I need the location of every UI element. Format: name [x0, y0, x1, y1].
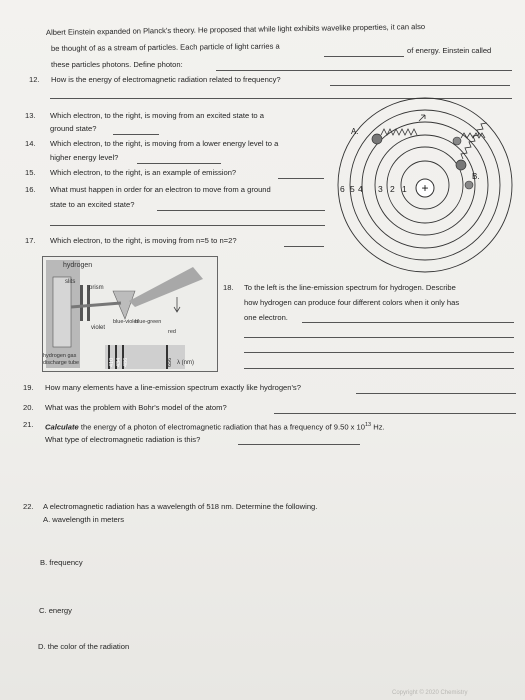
q20-number: 20.	[23, 403, 34, 412]
q19-text: How many elements have a line-emission spectrum exactly like hydrogen's?	[45, 383, 301, 392]
answer-line-q16b[interactable]	[50, 225, 325, 226]
spectrum-diagram	[43, 257, 217, 371]
discharge-tube	[53, 277, 71, 347]
intro-line-2b: of energy. Einstein called	[407, 46, 492, 55]
q12-text: How is the energy of electromagnetic radiation related to frequency?	[51, 75, 281, 84]
q13-number: 13.	[25, 111, 36, 120]
copyright-footer: Copyright © 2020 Chemistry	[392, 690, 468, 696]
wavelength-434: 434	[116, 357, 122, 367]
intro-line-1: Albert Einstein expanded on Planck's theory. He proposed that while light exhibits wavelike properties, it can also	[45, 22, 426, 37]
photon-wave-a	[381, 129, 417, 135]
tube-label-1: hydrogen gas	[43, 353, 77, 359]
answer-line-q14[interactable]	[137, 163, 221, 164]
spectrum-title: hydrogen	[63, 262, 93, 269]
q22-part-a: A. wavelength in meters	[43, 515, 125, 524]
q21-exponent: 13	[365, 422, 372, 428]
q17-number: 17.	[25, 236, 36, 245]
wavelength-410: 410	[109, 357, 115, 367]
q22-part-d: D. the color of the radiation	[38, 642, 130, 651]
electron-c	[453, 137, 461, 145]
answer-line-q18b[interactable]	[244, 337, 514, 338]
q22-part-c: C. energy	[39, 606, 72, 615]
q18-line-3: one electron.	[244, 313, 288, 322]
q12-number: 12.	[29, 75, 40, 84]
q14-line-2: higher energy level?	[50, 153, 119, 162]
q16-line-2: state to an excited state?	[50, 200, 135, 209]
dispersed-beam	[129, 267, 203, 307]
answer-line-q15[interactable]	[278, 178, 324, 179]
q21-number: 21.	[23, 420, 34, 429]
q15-number: 15.	[25, 168, 36, 177]
answer-line-q18[interactable]	[302, 322, 514, 323]
q22-part-b: B. frequency	[40, 558, 83, 567]
q13-line-2: ground state?	[50, 124, 97, 133]
q17-text: Which electron, to the right, is moving from n=5 to n=2?	[50, 236, 237, 245]
answer-line-q13[interactable]	[113, 134, 159, 135]
q18-line-1: To the left is the line-emission spectrum for hydrogen. Describe	[244, 283, 456, 292]
tube-label-2: discharge tube	[43, 360, 80, 366]
level-label-2: 2	[390, 184, 395, 194]
bohr-atom-diagram	[335, 95, 515, 275]
q22-number: 22.	[23, 502, 34, 511]
q14-line-1: Which electron, to the right, is moving from a lower energy level to a	[50, 139, 279, 148]
answer-line-q21[interactable]	[238, 444, 360, 445]
answer-line-q18d[interactable]	[244, 368, 514, 369]
q21-calculate: Calculate	[45, 422, 79, 432]
down-arrow	[174, 297, 180, 312]
intro-line-3: these particles photons. Define photon:	[51, 60, 183, 69]
slits-label: slits	[65, 279, 76, 285]
electron-a-label: A.	[351, 127, 359, 136]
electron-b-label: B.	[472, 172, 480, 181]
blue-violet-label: blue-violet	[113, 319, 139, 325]
q19-number: 19.	[23, 383, 34, 392]
wavelength-486: 486	[123, 357, 129, 367]
wavelength-656: 656	[167, 357, 173, 367]
level-label-1: 1	[402, 184, 407, 194]
answer-line-q19[interactable]	[356, 393, 516, 394]
intro-line-2a: be thought of as a stream of particles. Each particle of light carries a	[50, 41, 280, 53]
spectrum-figure	[42, 256, 218, 372]
q14-number: 14.	[25, 139, 36, 148]
prism-label: prism	[89, 285, 104, 291]
answer-line-intro-blank[interactable]	[324, 56, 404, 57]
level-label-6: 6	[340, 184, 345, 194]
electron-a	[372, 134, 382, 144]
q16-number: 16.	[25, 185, 36, 194]
blue-green-label: blue-green	[135, 319, 162, 325]
level-label-3: 3	[378, 184, 383, 194]
answer-line-q12[interactable]	[330, 85, 510, 86]
level-label-4: 4	[358, 184, 363, 194]
violet-label: violet	[91, 325, 106, 331]
prism	[113, 291, 135, 319]
answer-line-q18c[interactable]	[244, 352, 514, 353]
slit-1	[80, 285, 83, 321]
q18-line-2: how hydrogen can produce four different colors when it only has	[244, 298, 460, 307]
q22-text: A electromagnetic radiation has a wavelength of 518 nm. Determine the following.	[43, 502, 318, 511]
answer-line-q20[interactable]	[274, 413, 516, 414]
nucleus-plus-label: +	[421, 181, 429, 195]
q15-text: Which electron, to the right, is an example of emission?	[50, 168, 237, 177]
answer-line-q17[interactable]	[284, 246, 324, 247]
level-label-5: 5	[350, 184, 355, 194]
q20-text: What was the problem with Bohr's model of the atom?	[45, 403, 227, 412]
electron-d	[465, 181, 473, 189]
q13-line-1: Which electron, to the right, is moving from an excited state to a	[50, 111, 264, 120]
wavelength-axis-label: λ (nm)	[177, 360, 194, 366]
q16-line-1: What must happen in order for an electron to move from a ground	[50, 185, 271, 194]
q18-number: 18.	[223, 283, 234, 292]
q21-line-2: What type of electromagnetic radiation is this?	[45, 435, 201, 444]
electron-b	[456, 160, 466, 170]
q21-text-b: Hz.	[373, 422, 385, 432]
level-labels	[340, 184, 407, 194]
photon-arrow-a	[419, 115, 425, 121]
q21-text	[45, 420, 385, 433]
q21-text-a: the energy of a photon of electromagnetic radiation that has a frequency of 9.50 x 10	[80, 422, 365, 432]
red-label: red	[168, 329, 176, 335]
answer-line-photon[interactable]	[216, 70, 512, 71]
answer-line-q16[interactable]	[157, 210, 325, 211]
